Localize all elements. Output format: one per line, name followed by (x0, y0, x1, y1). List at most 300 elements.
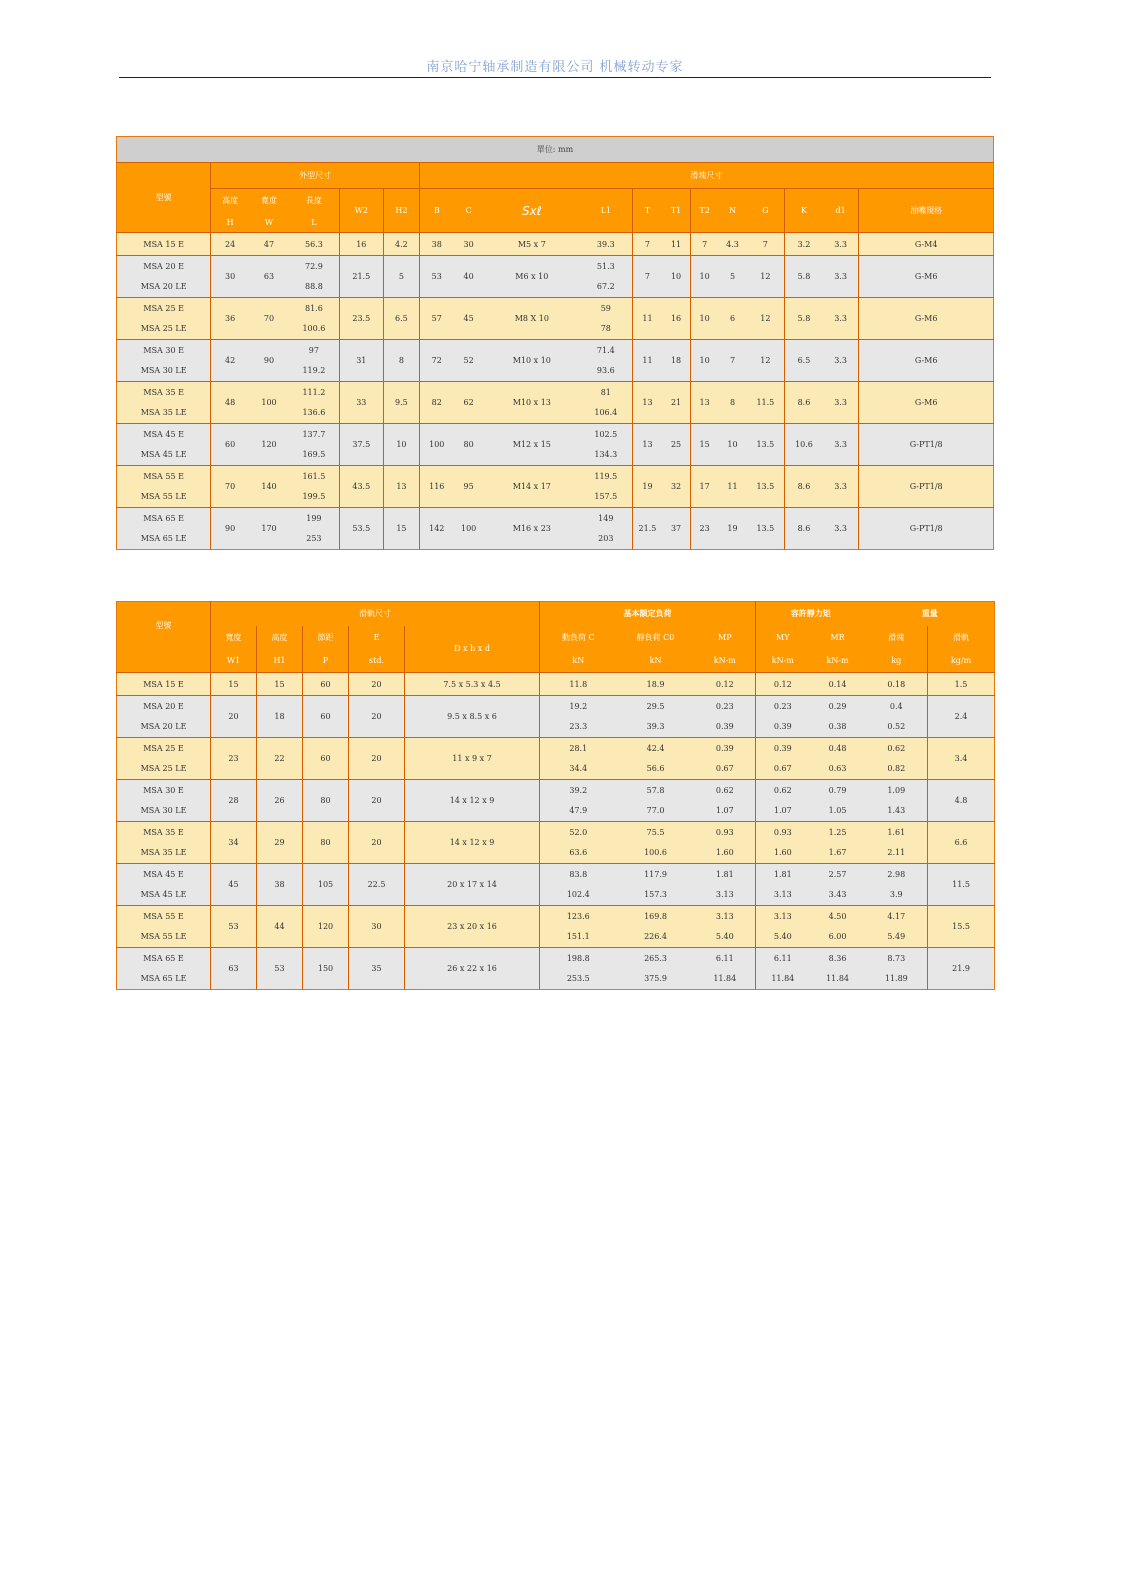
w2-header: W2 (339, 189, 383, 233)
model-cell: MSA 20 E (117, 696, 211, 717)
length-cell: 100.6 (289, 319, 339, 340)
mr-cell: 0.38 (810, 717, 866, 738)
e-cell: 20 (349, 696, 405, 738)
model-cell: MSA 35 E (117, 822, 211, 843)
w2-cell: 33 (339, 382, 383, 424)
rail-height-symbol: H1 (257, 650, 303, 673)
length-cell: 136.6 (289, 403, 339, 424)
width-cell: 140 (249, 466, 289, 508)
w2-cell: 53.5 (339, 508, 383, 550)
model-cell: MSA 25 LE (117, 759, 211, 780)
mp-cell: 5.40 (695, 927, 756, 948)
unit-label: 單位: mm (117, 137, 994, 163)
t-cell: 13 (632, 424, 662, 466)
w2-cell: 31 (339, 340, 383, 382)
model-cell: MSA 65 LE (117, 969, 211, 990)
static-load-cell: 226.4 (617, 927, 695, 948)
mr-cell: 0.48 (810, 738, 866, 759)
h2-cell: 6.5 (383, 298, 419, 340)
rail-weight-header: 滑軌 (928, 626, 995, 650)
rail-height-cell: 38 (257, 864, 303, 906)
l1-cell: 102.5 (580, 424, 632, 445)
model-cell: MSA 55 LE (117, 927, 211, 948)
block-weight-cell: 2.98 (866, 864, 928, 885)
mr-cell: 2.57 (810, 864, 866, 885)
table-row (117, 780, 995, 801)
k-cell: 8.6 (785, 508, 823, 550)
dhd-cell: 14 x 12 x 9 (405, 822, 540, 864)
model-cell: MSA 20 LE (117, 277, 211, 298)
static-load-cell: 29.5 (617, 696, 695, 717)
t1-header: T1 (662, 189, 690, 233)
l1-cell: 39.3 (580, 233, 632, 256)
rail-width-cell: 20 (211, 696, 257, 738)
grease-nipple-cell: G-M6 (859, 382, 994, 424)
k-cell: 3.2 (785, 233, 823, 256)
rail-height-cell: 53 (257, 948, 303, 990)
dynamic-load-cell: 28.1 (540, 738, 617, 759)
dhd-cell: 20 x 17 x 14 (405, 864, 540, 906)
dhd-cell: 11 x 9 x 7 (405, 738, 540, 780)
rail-weight-cell: 21.9 (928, 948, 995, 990)
header-rule (119, 77, 991, 78)
d1-cell: 3.3 (823, 256, 859, 298)
dynamic-load-cell: 52.0 (540, 822, 617, 843)
c-cell: 95 (454, 466, 484, 508)
dynamic-load-cell: 253.5 (540, 969, 617, 990)
mr-cell: 0.79 (810, 780, 866, 801)
pitch-header: 節距 (303, 626, 349, 650)
model-header: 型號 (117, 163, 211, 233)
my-header: MY (756, 626, 810, 650)
pitch-cell: 105 (303, 864, 349, 906)
mp-cell: 11.84 (695, 969, 756, 990)
mr-unit: kN-m (810, 650, 866, 673)
w2-cell: 16 (339, 233, 383, 256)
mr-cell: 0.14 (810, 673, 866, 696)
table-row (117, 256, 994, 277)
model-cell: MSA 20 LE (117, 717, 211, 738)
mp-cell: 0.93 (695, 822, 756, 843)
static-load-cell: 57.8 (617, 780, 695, 801)
height-cell: 60 (211, 424, 249, 466)
rail-weight-cell: 4.8 (928, 780, 995, 822)
table-row (117, 673, 995, 696)
t-cell: 11 (632, 298, 662, 340)
static-load-cell: 56.6 (617, 759, 695, 780)
model-cell: MSA 55 LE (117, 487, 211, 508)
e-header: E (349, 626, 405, 650)
k-cell: 8.6 (785, 382, 823, 424)
model-cell: MSA 25 LE (117, 319, 211, 340)
h2-cell: 13 (383, 466, 419, 508)
static-load-cell: 75.5 (617, 822, 695, 843)
t2-cell: 7 (690, 233, 718, 256)
k-header: K (785, 189, 823, 233)
mp-cell: 3.13 (695, 885, 756, 906)
pitch-cell: 60 (303, 696, 349, 738)
rail-height-cell: 15 (257, 673, 303, 696)
model-cell: MSA 30 LE (117, 801, 211, 822)
g-cell: 12 (747, 340, 785, 382)
t-cell: 21.5 (632, 508, 662, 550)
mp-cell: 6.11 (695, 948, 756, 969)
my-cell: 5.40 (756, 927, 810, 948)
model-cell: MSA 35 LE (117, 403, 211, 424)
mp-cell: 1.81 (695, 864, 756, 885)
dhd-cell: 26 x 22 x 16 (405, 948, 540, 990)
static-moment-header: 容許靜力矩 (756, 602, 866, 626)
length-cell: 253 (289, 529, 339, 550)
t-cell: 19 (632, 466, 662, 508)
sx-cell: M8 X 10 (484, 298, 580, 340)
g-header: G (747, 189, 785, 233)
table-row (117, 906, 995, 927)
dynamic-load-cell: 19.2 (540, 696, 617, 717)
rail-height-cell: 44 (257, 906, 303, 948)
outer-dimensions-header: 外型尺寸 (211, 163, 420, 189)
l1-cell: 59 (580, 298, 632, 319)
dhd-cell: 23 x 20 x 16 (405, 906, 540, 948)
n-header: N (718, 189, 746, 233)
block-weight-cell: 4.17 (866, 906, 928, 927)
static-load-cell: 39.3 (617, 717, 695, 738)
g-cell: 13.5 (747, 508, 785, 550)
k-cell: 5.8 (785, 298, 823, 340)
table-row (117, 424, 994, 445)
mr-header: MR (810, 626, 866, 650)
model-cell: MSA 45 E (117, 864, 211, 885)
dynamic-load-cell: 123.6 (540, 906, 617, 927)
dynamic-load-cell: 11.8 (540, 673, 617, 696)
e-cell: 30 (349, 906, 405, 948)
mr-cell: 1.67 (810, 843, 866, 864)
static-load-cell: 117.9 (617, 864, 695, 885)
rail-width-cell: 45 (211, 864, 257, 906)
static-load-cell: 265.3 (617, 948, 695, 969)
dynamic-load-cell: 83.8 (540, 864, 617, 885)
length-cell: 137.7 (289, 424, 339, 445)
model-cell: MSA 55 E (117, 466, 211, 487)
width-cell: 90 (249, 340, 289, 382)
height-cell: 36 (211, 298, 249, 340)
width-header: 寬度 (249, 189, 289, 213)
static-load-cell: 169.8 (617, 906, 695, 927)
table-row (117, 508, 994, 529)
pitch-symbol: P (303, 650, 349, 673)
t-cell: 7 (632, 233, 662, 256)
model-cell: MSA 45 LE (117, 885, 211, 906)
d1-cell: 3.3 (823, 233, 859, 256)
rail-weight-cell: 15.5 (928, 906, 995, 948)
t-header: T (632, 189, 662, 233)
height-cell: 30 (211, 256, 249, 298)
block-weight-cell: 3.9 (866, 885, 928, 906)
my-cell: 0.23 (756, 696, 810, 717)
table-row (117, 382, 994, 403)
dynamic-load-cell: 39.2 (540, 780, 617, 801)
height-symbol: H (211, 213, 249, 233)
dynamic-load-cell: 63.6 (540, 843, 617, 864)
my-cell: 0.67 (756, 759, 810, 780)
rail-weight-cell: 1.5 (928, 673, 995, 696)
mp-cell: 1.60 (695, 843, 756, 864)
sx-cell: M14 x 17 (484, 466, 580, 508)
length-cell: 119.2 (289, 361, 339, 382)
rail-weight-cell: 3.4 (928, 738, 995, 780)
height-header: 高度 (211, 189, 249, 213)
l1-cell: 71.4 (580, 340, 632, 361)
length-cell: 161.5 (289, 466, 339, 487)
b-cell: 38 (419, 233, 453, 256)
h2-cell: 5 (383, 256, 419, 298)
d1-cell: 3.3 (823, 382, 859, 424)
length-cell: 199.5 (289, 487, 339, 508)
height-cell: 48 (211, 382, 249, 424)
b-cell: 53 (419, 256, 453, 298)
dynamic-load-cell: 34.4 (540, 759, 617, 780)
mp-cell: 0.62 (695, 780, 756, 801)
grease-nipple-cell: G-PT1/8 (859, 466, 994, 508)
g-cell: 12 (747, 256, 785, 298)
c-header: C (454, 189, 484, 233)
rail-weight-cell: 11.5 (928, 864, 995, 906)
dynamic-load-cell: 102.4 (540, 885, 617, 906)
n-cell: 19 (718, 508, 746, 550)
g-cell: 11.5 (747, 382, 785, 424)
grease-nipple-cell: G-M6 (859, 340, 994, 382)
l1-cell: 134.3 (580, 445, 632, 466)
block-weight-cell: 0.82 (866, 759, 928, 780)
mr-cell: 0.29 (810, 696, 866, 717)
g-cell: 13.5 (747, 424, 785, 466)
l1-cell: 203 (580, 529, 632, 550)
dhd-cell: 9.5 x 8.5 x 6 (405, 696, 540, 738)
mp-cell: 1.07 (695, 801, 756, 822)
mr-cell: 4.50 (810, 906, 866, 927)
my-cell: 3.13 (756, 885, 810, 906)
b-cell: 116 (419, 466, 453, 508)
sx-header: Sxℓ (484, 189, 580, 233)
model-cell: MSA 20 E (117, 256, 211, 277)
mr-cell: 0.63 (810, 759, 866, 780)
block-weight-cell: 11.89 (866, 969, 928, 990)
dynamic-load-cell: 47.9 (540, 801, 617, 822)
pitch-cell: 80 (303, 780, 349, 822)
sx-cell: M6 x 10 (484, 256, 580, 298)
mr-cell: 11.84 (810, 969, 866, 990)
e-cell: 22.5 (349, 864, 405, 906)
static-load-header: 靜負荷 C0 (617, 626, 695, 650)
d1-cell: 3.3 (823, 298, 859, 340)
t2-cell: 15 (690, 424, 718, 466)
width-cell: 70 (249, 298, 289, 340)
dynamic-load-cell: 198.8 (540, 948, 617, 969)
b-cell: 82 (419, 382, 453, 424)
g-cell: 12 (747, 298, 785, 340)
t2-cell: 23 (690, 508, 718, 550)
rail-width-symbol: W1 (211, 650, 257, 673)
width-cell: 63 (249, 256, 289, 298)
d1-cell: 3.3 (823, 340, 859, 382)
height-cell: 24 (211, 233, 249, 256)
width-cell: 120 (249, 424, 289, 466)
h2-header: H2 (383, 189, 419, 233)
n-cell: 11 (718, 466, 746, 508)
t2-cell: 13 (690, 382, 718, 424)
length-cell: 81.6 (289, 298, 339, 319)
mp-cell: 0.12 (695, 673, 756, 696)
n-cell: 4.3 (718, 233, 746, 256)
b-cell: 57 (419, 298, 453, 340)
rail-height-cell: 18 (257, 696, 303, 738)
t2-header: T2 (690, 189, 718, 233)
model-header-2: 型號 (117, 602, 211, 650)
my-unit: kN-m (756, 650, 810, 673)
t2-cell: 10 (690, 298, 718, 340)
t1-cell: 37 (662, 508, 690, 550)
model-cell: MSA 45 LE (117, 445, 211, 466)
sx-cell: M5 x 7 (484, 233, 580, 256)
model-cell: MSA 45 E (117, 424, 211, 445)
model-cell: MSA 55 E (117, 906, 211, 927)
rail-height-cell: 26 (257, 780, 303, 822)
my-cell: 1.81 (756, 864, 810, 885)
mp-cell: 0.39 (695, 738, 756, 759)
block-weight-cell: 1.09 (866, 780, 928, 801)
dhd-cell: 7.5 x 5.3 x 4.5 (405, 673, 540, 696)
rail-width-cell: 23 (211, 738, 257, 780)
table-row (117, 738, 995, 759)
pitch-cell: 60 (303, 673, 349, 696)
l1-cell: 81 (580, 382, 632, 403)
my-cell: 0.12 (756, 673, 810, 696)
width-cell: 100 (249, 382, 289, 424)
length-cell: 97 (289, 340, 339, 361)
static-load-cell: 157.3 (617, 885, 695, 906)
rail-dimensions-header: 滑軌尺寸 (211, 602, 540, 626)
l1-cell: 67.2 (580, 277, 632, 298)
grease-nipple-cell: G-PT1/8 (859, 424, 994, 466)
model-header-2-spacer (117, 650, 211, 673)
c-cell: 62 (454, 382, 484, 424)
d1-cell: 3.3 (823, 466, 859, 508)
t-cell: 11 (632, 340, 662, 382)
model-cell: MSA 25 E (117, 298, 211, 319)
static-load-cell: 18.9 (617, 673, 695, 696)
e-std-label: std. (349, 650, 405, 673)
static-load-cell: 42.4 (617, 738, 695, 759)
n-cell: 5 (718, 256, 746, 298)
h2-cell: 9.5 (383, 382, 419, 424)
mp-cell: 0.39 (695, 717, 756, 738)
k-cell: 5.8 (785, 256, 823, 298)
sx-cell: M10 x 13 (484, 382, 580, 424)
my-cell: 1.60 (756, 843, 810, 864)
table-row (117, 298, 994, 319)
w2-cell: 21.5 (339, 256, 383, 298)
width-symbol: W (249, 213, 289, 233)
t1-cell: 16 (662, 298, 690, 340)
static-load-cell: 77.0 (617, 801, 695, 822)
rail-width-cell: 28 (211, 780, 257, 822)
c-cell: 40 (454, 256, 484, 298)
mr-cell: 6.00 (810, 927, 866, 948)
b-cell: 72 (419, 340, 453, 382)
rail-weight-cell: 6.6 (928, 822, 995, 864)
h2-cell: 10 (383, 424, 419, 466)
k-cell: 8.6 (785, 466, 823, 508)
my-cell: 3.13 (756, 906, 810, 927)
sx-cell: M16 x 23 (484, 508, 580, 550)
dynamic-load-header: 動負荷 C (540, 626, 617, 650)
b-header: B (419, 189, 453, 233)
static-load-unit: kN (617, 650, 695, 673)
dhd-cell: 14 x 12 x 9 (405, 780, 540, 822)
l1-cell: 149 (580, 508, 632, 529)
dhd-header: D x h x d (405, 626, 540, 673)
block-dimensions-header: 滑塊尺寸 (419, 163, 993, 189)
k-cell: 10.6 (785, 424, 823, 466)
k-cell: 6.5 (785, 340, 823, 382)
e-cell: 20 (349, 738, 405, 780)
mp-cell: 0.23 (695, 696, 756, 717)
length-cell: 111.2 (289, 382, 339, 403)
model-cell: MSA 35 E (117, 382, 211, 403)
rail-width-cell: 34 (211, 822, 257, 864)
table-row (117, 948, 995, 969)
c-cell: 100 (454, 508, 484, 550)
dynamic-load-cell: 23.3 (540, 717, 617, 738)
width-cell: 170 (249, 508, 289, 550)
c-cell: 30 (454, 233, 484, 256)
rail-width-cell: 15 (211, 673, 257, 696)
width-cell: 47 (249, 233, 289, 256)
table-row (117, 466, 994, 487)
table-row (117, 864, 995, 885)
model-cell: MSA 30 E (117, 780, 211, 801)
model-cell: MSA 15 E (117, 673, 211, 696)
weight-header: 重量 (866, 602, 995, 626)
rail-weight-unit: kg/m (928, 650, 995, 673)
my-cell: 0.62 (756, 780, 810, 801)
grease-nipple-cell: G-PT1/8 (859, 508, 994, 550)
b-cell: 142 (419, 508, 453, 550)
t1-cell: 32 (662, 466, 690, 508)
grease-nipple-cell: G-M6 (859, 256, 994, 298)
h2-cell: 8 (383, 340, 419, 382)
g-cell: 13.5 (747, 466, 785, 508)
l1-cell: 78 (580, 319, 632, 340)
rail-height-cell: 22 (257, 738, 303, 780)
pitch-cell: 150 (303, 948, 349, 990)
t1-cell: 21 (662, 382, 690, 424)
table-row (117, 340, 994, 361)
block-weight-unit: kg (866, 650, 928, 673)
w2-cell: 43.5 (339, 466, 383, 508)
block-weight-cell: 2.11 (866, 843, 928, 864)
my-cell: 6.11 (756, 948, 810, 969)
t1-cell: 11 (662, 233, 690, 256)
t-cell: 7 (632, 256, 662, 298)
table-row (117, 233, 994, 256)
block-weight-cell: 0.52 (866, 717, 928, 738)
my-cell: 1.07 (756, 801, 810, 822)
mr-cell: 3.43 (810, 885, 866, 906)
rail-height-header: 高度 (257, 626, 303, 650)
mp-header: MP (695, 626, 756, 650)
e-cell: 35 (349, 948, 405, 990)
